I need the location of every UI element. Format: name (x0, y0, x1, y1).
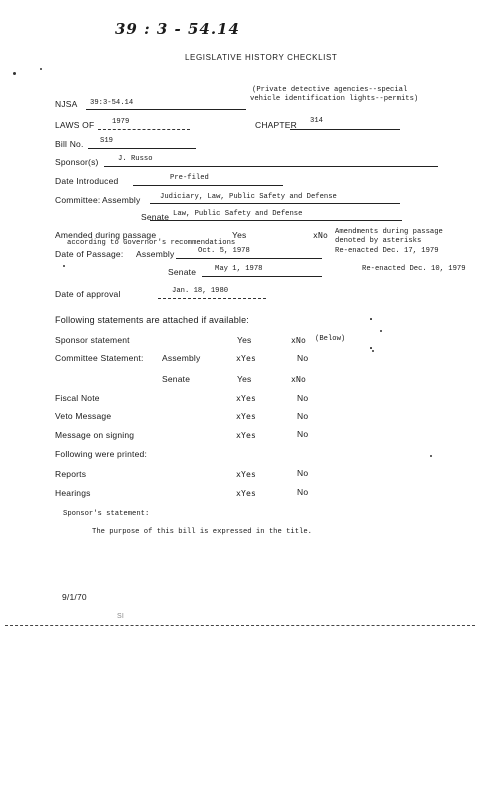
committee-assembly-underline (150, 203, 400, 204)
bill-no-label: Bill No. (55, 139, 84, 149)
committee-statement-assembly-no: No (297, 353, 309, 363)
committee-assembly-label: Assembly (102, 195, 141, 205)
speck (13, 72, 16, 75)
amended-note: according to Governor's recommendations (67, 239, 236, 247)
subject-line-1: (Private detective agencies--special (252, 86, 408, 94)
amendments-asterisk-line-2: denoted by asterisks (335, 237, 422, 245)
passage-senate-label: Senate (168, 267, 197, 277)
laws-of-label: LAWS OF (55, 120, 95, 130)
veto-message-no: No (297, 411, 309, 421)
reenacted-1: Re-enacted Dec. 17, 1979 (335, 247, 439, 255)
attached-heading: Following statements are attached if available: (55, 315, 250, 325)
committee-statement-assembly-label: Assembly (162, 353, 201, 363)
date-introduced-underline (133, 185, 283, 186)
speck (380, 330, 382, 332)
passage-senate-underline (202, 276, 322, 277)
chapter-underline (290, 129, 400, 130)
hearings-yes: xYes (236, 489, 257, 498)
committee-statement-assembly-yes: xYes (236, 354, 257, 363)
reenacted-2: Re-enacted Dec. 10, 1979 (362, 265, 466, 273)
sponsor-value: J. Russo (118, 155, 153, 163)
fiscal-note-yes: xYes (236, 394, 257, 403)
speck (370, 347, 372, 349)
fiscal-note-label: Fiscal Note (55, 393, 100, 403)
laws-of-underline (98, 129, 190, 130)
amended-label: Amended during passage (55, 230, 157, 240)
speck (40, 68, 42, 70)
njsa-label: NJSA (55, 99, 78, 109)
sponsor-underline (104, 166, 438, 167)
date-of-approval-label: Date of approval (55, 289, 121, 299)
handwritten-file-number: 39 : 3 - 54.14 (115, 20, 240, 38)
hearings-no: No (297, 487, 309, 497)
passage-senate-value: May 1, 1978 (215, 265, 263, 273)
date-introduced-value: Pre-filed (170, 174, 209, 182)
sponsors-statement-text: The purpose of this bill is expressed in the title. (92, 528, 312, 536)
speck (430, 455, 432, 457)
date-introduced-label: Date Introduced (55, 176, 119, 186)
subject-line-2: vehicle identification lights--permits) (250, 95, 419, 103)
sponsor-statement-yes: Yes (237, 335, 252, 345)
reports-no: No (297, 468, 309, 478)
printed-heading: Following were printed: (55, 449, 148, 459)
footer-initials: 9/1/70 (62, 592, 87, 602)
amendments-asterisk-line-1: Amendments during passage (335, 228, 443, 236)
date-of-passage-label: Date of Passage: (55, 249, 124, 259)
message-on-signing-yes: xYes (236, 431, 257, 440)
bill-no-underline (88, 148, 196, 149)
fiscal-note-no: No (297, 393, 309, 403)
speck (372, 350, 374, 352)
sponsor-label: Sponsor(s) (55, 157, 99, 167)
bill-no-value: S19 (100, 137, 113, 145)
committee-label: Committee: (55, 195, 101, 205)
hearings-label: Hearings (55, 488, 91, 498)
message-on-signing-label: Message on signing (55, 430, 135, 440)
committee-statement-senate-label: Senate (162, 374, 191, 384)
passage-assembly-label: Assembly (136, 249, 175, 259)
date-of-approval-value: Jan. 18, 1980 (172, 287, 229, 295)
reports-yes: xYes (236, 470, 257, 479)
speck (370, 318, 372, 320)
passage-assembly-value: Oct. 5, 1978 (198, 247, 250, 255)
passage-assembly-underline (176, 258, 322, 259)
committee-statement-label: Committee Statement: (55, 353, 144, 363)
veto-message-label: Veto Message (55, 411, 112, 421)
laws-of-value: 1979 (112, 118, 130, 126)
footer-faint-mark: SI (117, 613, 125, 620)
njsa-underline (86, 109, 246, 110)
chapter-label: CHAPTER (255, 120, 298, 130)
sponsor-statement-below: (Below) (315, 335, 346, 343)
sponsor-statement-label: Sponsor statement (55, 335, 130, 345)
committee-senate-value: Law, Public Safety and Defense (173, 210, 303, 218)
document-title: LEGISLATIVE HISTORY CHECKLIST (185, 53, 338, 62)
date-of-approval-underline (158, 298, 266, 299)
amended-yes: Yes (232, 230, 247, 240)
njsa-value: 39:3-54.14 (90, 99, 134, 107)
sponsor-statement-no: xNo (291, 336, 307, 345)
speck (63, 265, 65, 267)
reports-label: Reports (55, 469, 87, 479)
committee-senate-underline (150, 220, 402, 221)
message-on-signing-no: No (297, 429, 309, 439)
amended-no-mark: xNo (313, 231, 329, 240)
sponsors-statement-label: Sponsor's statement: (63, 510, 150, 518)
committee-senate-label: Senate (141, 212, 170, 222)
veto-message-yes: xYes (236, 412, 257, 421)
committee-statement-senate-yes: Yes (237, 374, 252, 384)
committee-assembly-value: Judiciary, Law, Public Safety and Defense (160, 193, 337, 201)
chapter-value: 314 (310, 117, 323, 125)
footer-dashed-line (5, 625, 475, 626)
committee-statement-senate-no: xNo (291, 375, 307, 384)
